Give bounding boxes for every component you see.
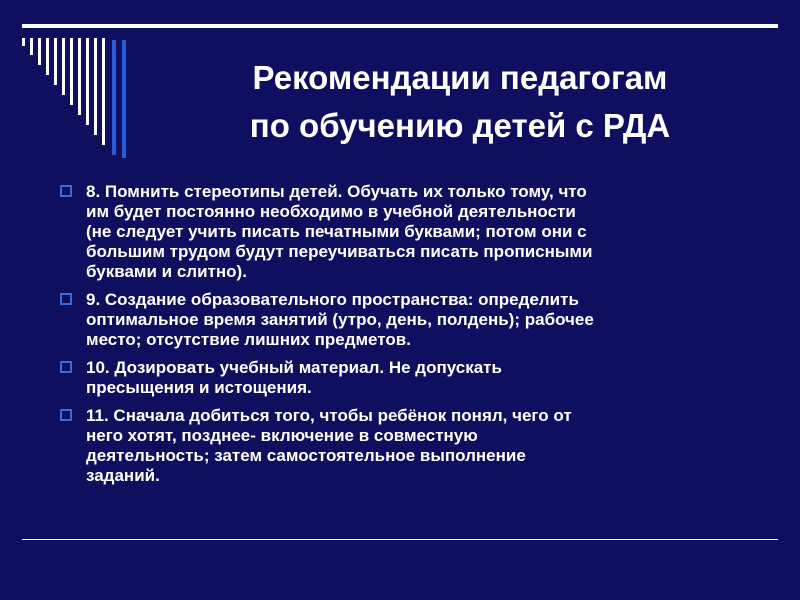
square-bullet-icon <box>60 293 72 305</box>
square-bullet-icon <box>60 409 72 421</box>
item-line: место; отсутствие лишних предметов. <box>86 330 411 349</box>
item-line: оптимальное время занятий (утро, день, полдень); рабочее <box>86 310 594 329</box>
recommendations-list <box>58 182 758 494</box>
stripe <box>54 38 57 85</box>
stripe <box>78 38 81 115</box>
item-line: пресыщения и истощения. <box>86 378 312 397</box>
stripe <box>70 38 73 105</box>
list-item <box>58 182 758 282</box>
item-line: им будет постоянно необходимо в учебной деятельности <box>86 202 576 221</box>
list-item <box>58 358 758 398</box>
item-line: деятельность; затем самостоятельное выполнение <box>86 446 526 465</box>
item-line: 10. Дозировать учебный материал. Не допускать <box>86 358 502 377</box>
list-item <box>58 290 758 350</box>
item-line: (не следует учить писать печатными буквами; потом они с <box>86 222 587 241</box>
title-line-2: по обучению детей с РДА <box>249 107 671 144</box>
stripe <box>30 38 33 55</box>
stripe <box>122 40 126 158</box>
stripe <box>46 38 49 75</box>
title-line-1: Рекомендации педагогам <box>252 59 668 96</box>
item-line: большим трудом будут переучиваться писать прописными <box>86 242 593 261</box>
item-line: него хотят, позднее- включение в совместную <box>86 426 478 445</box>
stripe <box>38 38 41 65</box>
square-bullet-icon <box>60 361 72 373</box>
stripe <box>112 40 116 155</box>
bottom-rule <box>22 539 778 540</box>
slide-title <box>160 54 760 150</box>
item-line: 8. Помнить стереотипы детей. Обучать их только тому, что <box>86 182 587 201</box>
item-line: 9. Создание образовательного пространства: определить <box>86 290 579 309</box>
stripe <box>86 38 89 125</box>
decorative-stripes <box>0 0 140 170</box>
list-item <box>58 406 758 486</box>
stripe <box>62 38 65 95</box>
stripe <box>94 38 97 135</box>
stripe <box>102 38 105 145</box>
item-line: заданий. <box>86 466 160 485</box>
item-line: 11. Сначала добиться того, чтобы ребёнок понял, чего от <box>86 406 572 425</box>
stripe <box>22 38 25 46</box>
square-bullet-icon <box>60 185 72 197</box>
item-line: буквами и слитно). <box>86 262 247 281</box>
